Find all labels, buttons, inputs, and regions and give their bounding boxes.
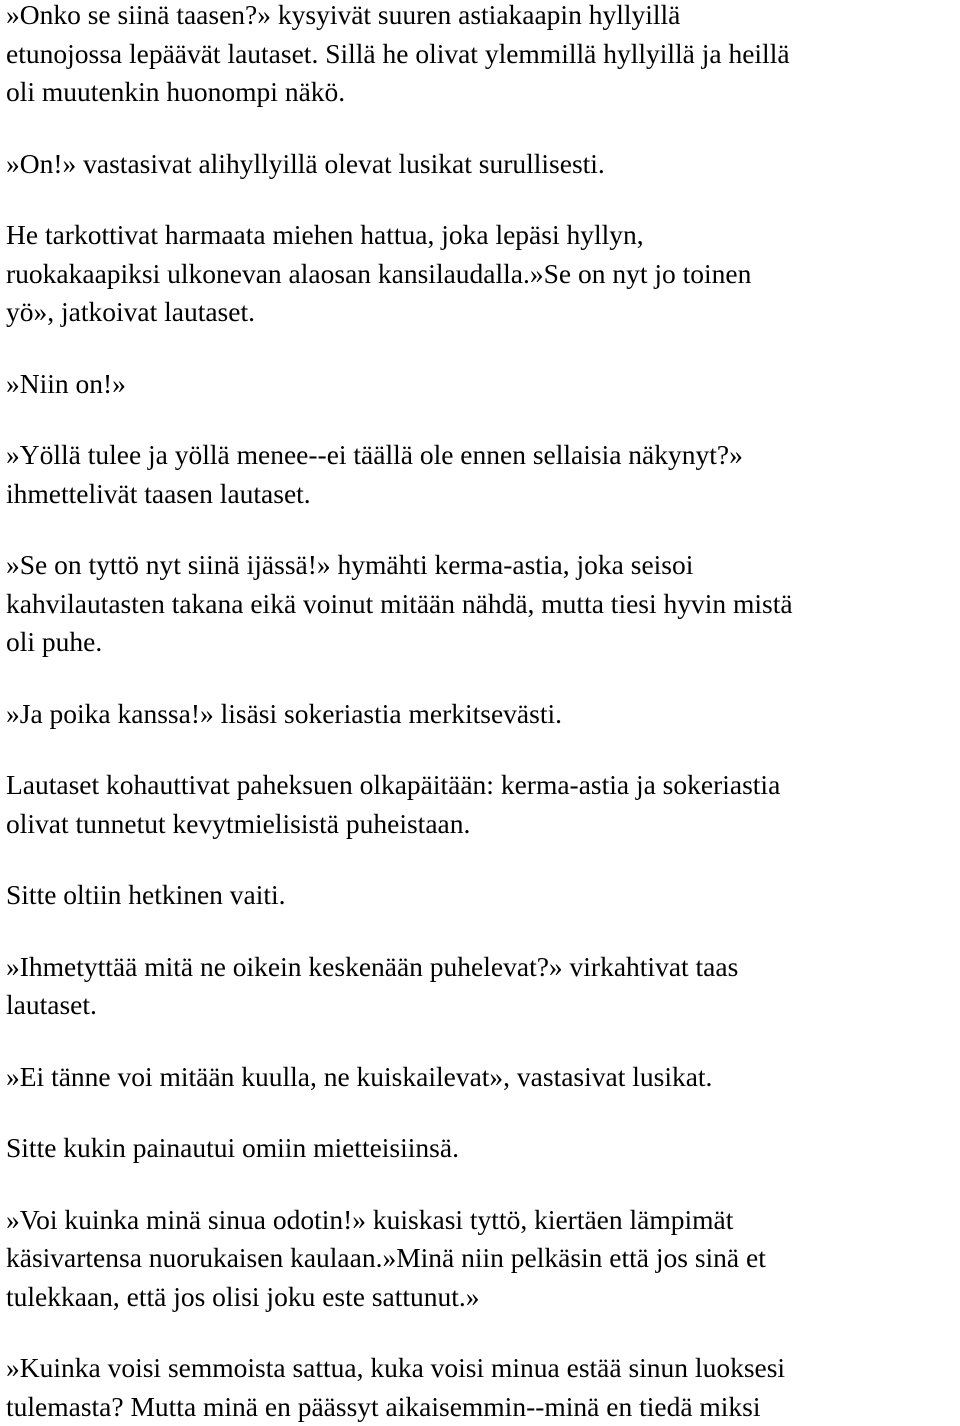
text-line: Lautaset kohauttivat paheksuen olkapäitään: kerma-astia ja sokeriastia	[6, 766, 956, 805]
text-line: »Ei tänne voi mitään kuulla, ne kuiskailevat», vastasivat lusikat.	[6, 1058, 956, 1097]
text-line: »Ja poika kanssa!» lisäsi sokeriastia merkitsevästi.	[6, 695, 956, 734]
document-page	[6, 0, 956, 1426]
text-line: ihmettelivät taasen lautaset.	[6, 475, 956, 514]
paragraph-10	[6, 948, 956, 1025]
text-line: käsivartensa nuorukaisen kaulaan.»Minä niin pelkäsin että jos sinä et	[6, 1239, 956, 1278]
text-line: »Ihmetyttää mitä ne oikein keskenään puhelevat?» virkahtivat taas	[6, 948, 956, 987]
paragraph-2	[6, 145, 956, 184]
paragraph-1	[6, 0, 956, 112]
text-line: kahvilautasten takana eikä voinut mitään nähdä, mutta tiesi hyvin mistä	[6, 585, 956, 624]
paragraph-5	[6, 436, 956, 513]
text-line: »Kuinka voisi semmoista sattua, kuka voisi minua estää sinun luoksesi	[6, 1349, 956, 1388]
text-line: lautaset.	[6, 986, 956, 1025]
paragraph-3	[6, 216, 956, 332]
text-line: oli muutenkin huonompi näkö.	[6, 73, 956, 112]
paragraph-4	[6, 365, 956, 404]
paragraph-14	[6, 1349, 956, 1426]
text-line: »Se on tyttö nyt siinä ijässä!» hymähti kerma-astia, joka seisoi	[6, 546, 956, 585]
text-line: olivat tunnetut kevytmielisistä puheistaan.	[6, 805, 956, 844]
text-line: etunojossa lepäävät lautaset. Sillä he olivat ylemmillä hyllyillä ja heillä	[6, 35, 956, 74]
text-line: Sitte kukin painautui omiin mietteisiinsä.	[6, 1129, 956, 1168]
paragraph-8	[6, 766, 956, 843]
text-line: tulemasta? Mutta minä en päässyt aikaisemmin--minä en tiedä miksi	[6, 1388, 956, 1426]
text-line: He tarkottivat harmaata miehen hattua, joka lepäsi hyllyn,	[6, 216, 956, 255]
text-line: tulekkaan, että jos olisi joku este sattunut.»	[6, 1278, 956, 1317]
paragraph-13	[6, 1201, 956, 1317]
text-line: »Yöllä tulee ja yöllä menee--ei täällä ole ennen sellaisia näkynyt?»	[6, 436, 956, 475]
text-line: »Niin on!»	[6, 365, 956, 404]
text-line: Sitte oltiin hetkinen vaiti.	[6, 876, 956, 915]
text-line: »On!» vastasivat alihyllyillä olevat lusikat surullisesti.	[6, 145, 956, 184]
paragraph-6	[6, 546, 956, 662]
text-line: »Voi kuinka minä sinua odotin!» kuiskasi tyttö, kiertäen lämpimät	[6, 1201, 956, 1240]
text-line: ruokakaapiksi ulkonevan alaosan kansilaudalla.»Se on nyt jo toinen	[6, 255, 956, 294]
text-line: yö», jatkoivat lautaset.	[6, 293, 956, 332]
paragraph-7	[6, 695, 956, 734]
text-line: »Onko se siinä taasen?» kysyivät suuren astiakaapin hyllyillä	[6, 0, 956, 35]
paragraph-11	[6, 1058, 956, 1097]
text-line: oli puhe.	[6, 623, 956, 662]
paragraph-12	[6, 1129, 956, 1168]
paragraph-9	[6, 876, 956, 915]
